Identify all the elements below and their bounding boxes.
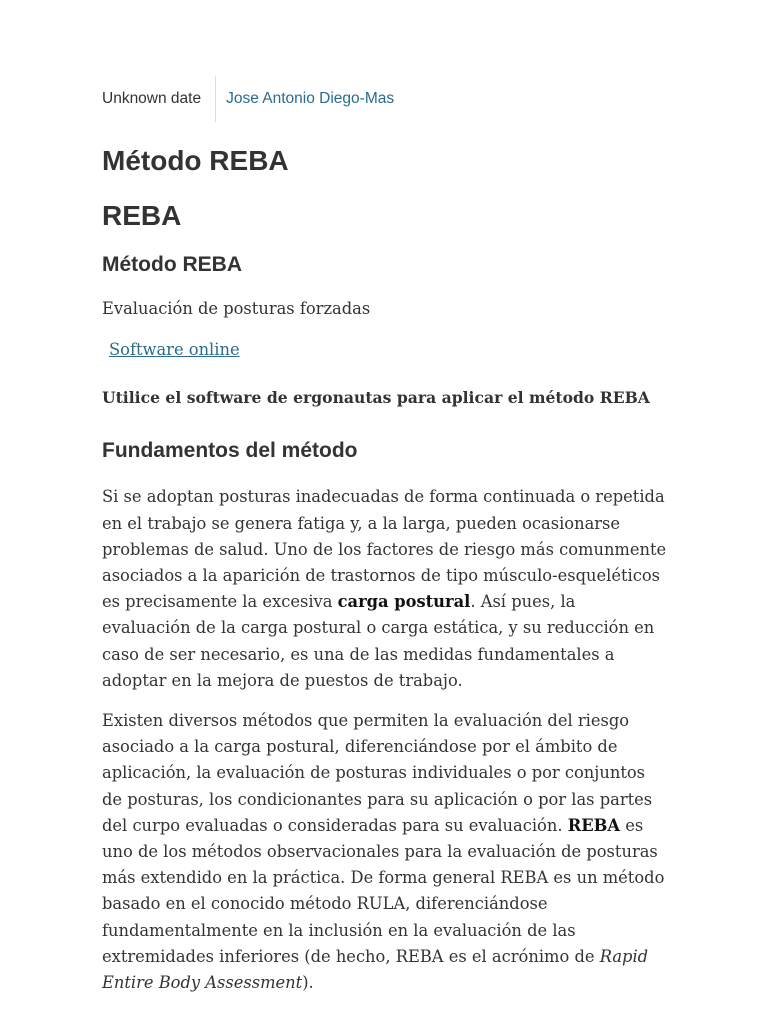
paragraph-text: . Así pues, la evaluación de la carga postural o carga estática, y su reducción en caso de ser necesario, es una de las medidas fundamentales a adoptar en la mejora de puestos de trabajo. <box>102 592 655 690</box>
acronym-heading: REBA <box>102 200 182 231</box>
publish-date: Unknown date <box>102 90 202 107</box>
fundamentals-heading: Fundamentos del método <box>102 439 358 463</box>
paragraph-text: ). <box>302 973 314 993</box>
paragraph-text: es uno de los métodos observacionales para la evaluación de posturas más extendido en la práctica. De forma general REBA es un método basado en el conocido método RULA, diferenciándose fundamentalmente en la inclusión en la evaluación de las extremidades inferiores (de hecho, REBA es el acrónimo de <box>102 815 665 966</box>
paragraph-text: Existen diversos métodos que permiten la evaluación del riesgo asociado a la carga postural, diferenciándose por el ámbito de aplicación, la evaluación de posturas individuales o por conjuntos de posturas, los condicionantes para su aplicación o por las partes del curpo evaluadas o consideradas para su evaluación. <box>102 711 653 835</box>
article-content <box>102 76 668 996</box>
author-link[interactable]: Jose Antonio Diego-Mas <box>226 90 395 107</box>
bold-term: REBA <box>567 815 621 835</box>
software-online-label: Software online <box>109 340 240 360</box>
paragraph-fundamentals <box>102 484 668 694</box>
method-subheading: Método REBA <box>102 253 242 276</box>
article-meta <box>102 76 668 122</box>
bold-term: carga postural <box>337 592 471 612</box>
software-callout: Utilice el software de ergonautas para aplicar el método REBA <box>102 388 650 408</box>
paragraph-text: Si se adoptan posturas inadecuadas de forma continuada o repetida en el trabajo se genera fatiga y, a la larga, pueden ocasionarse problemas de salud. Uno de los factores de riesgo más comunmente asociados a la aparición de trastornos de tipo músculo-esqueléticos es precisamente la excesiva <box>102 487 667 612</box>
tagline: Evaluación de posturas forzadas <box>102 299 371 318</box>
italic-term: Rapid Entire Body Assessment <box>102 946 649 993</box>
paragraph-methods <box>102 708 668 996</box>
page-title: Método REBA <box>102 145 289 176</box>
software-online-link[interactable] <box>102 337 240 363</box>
